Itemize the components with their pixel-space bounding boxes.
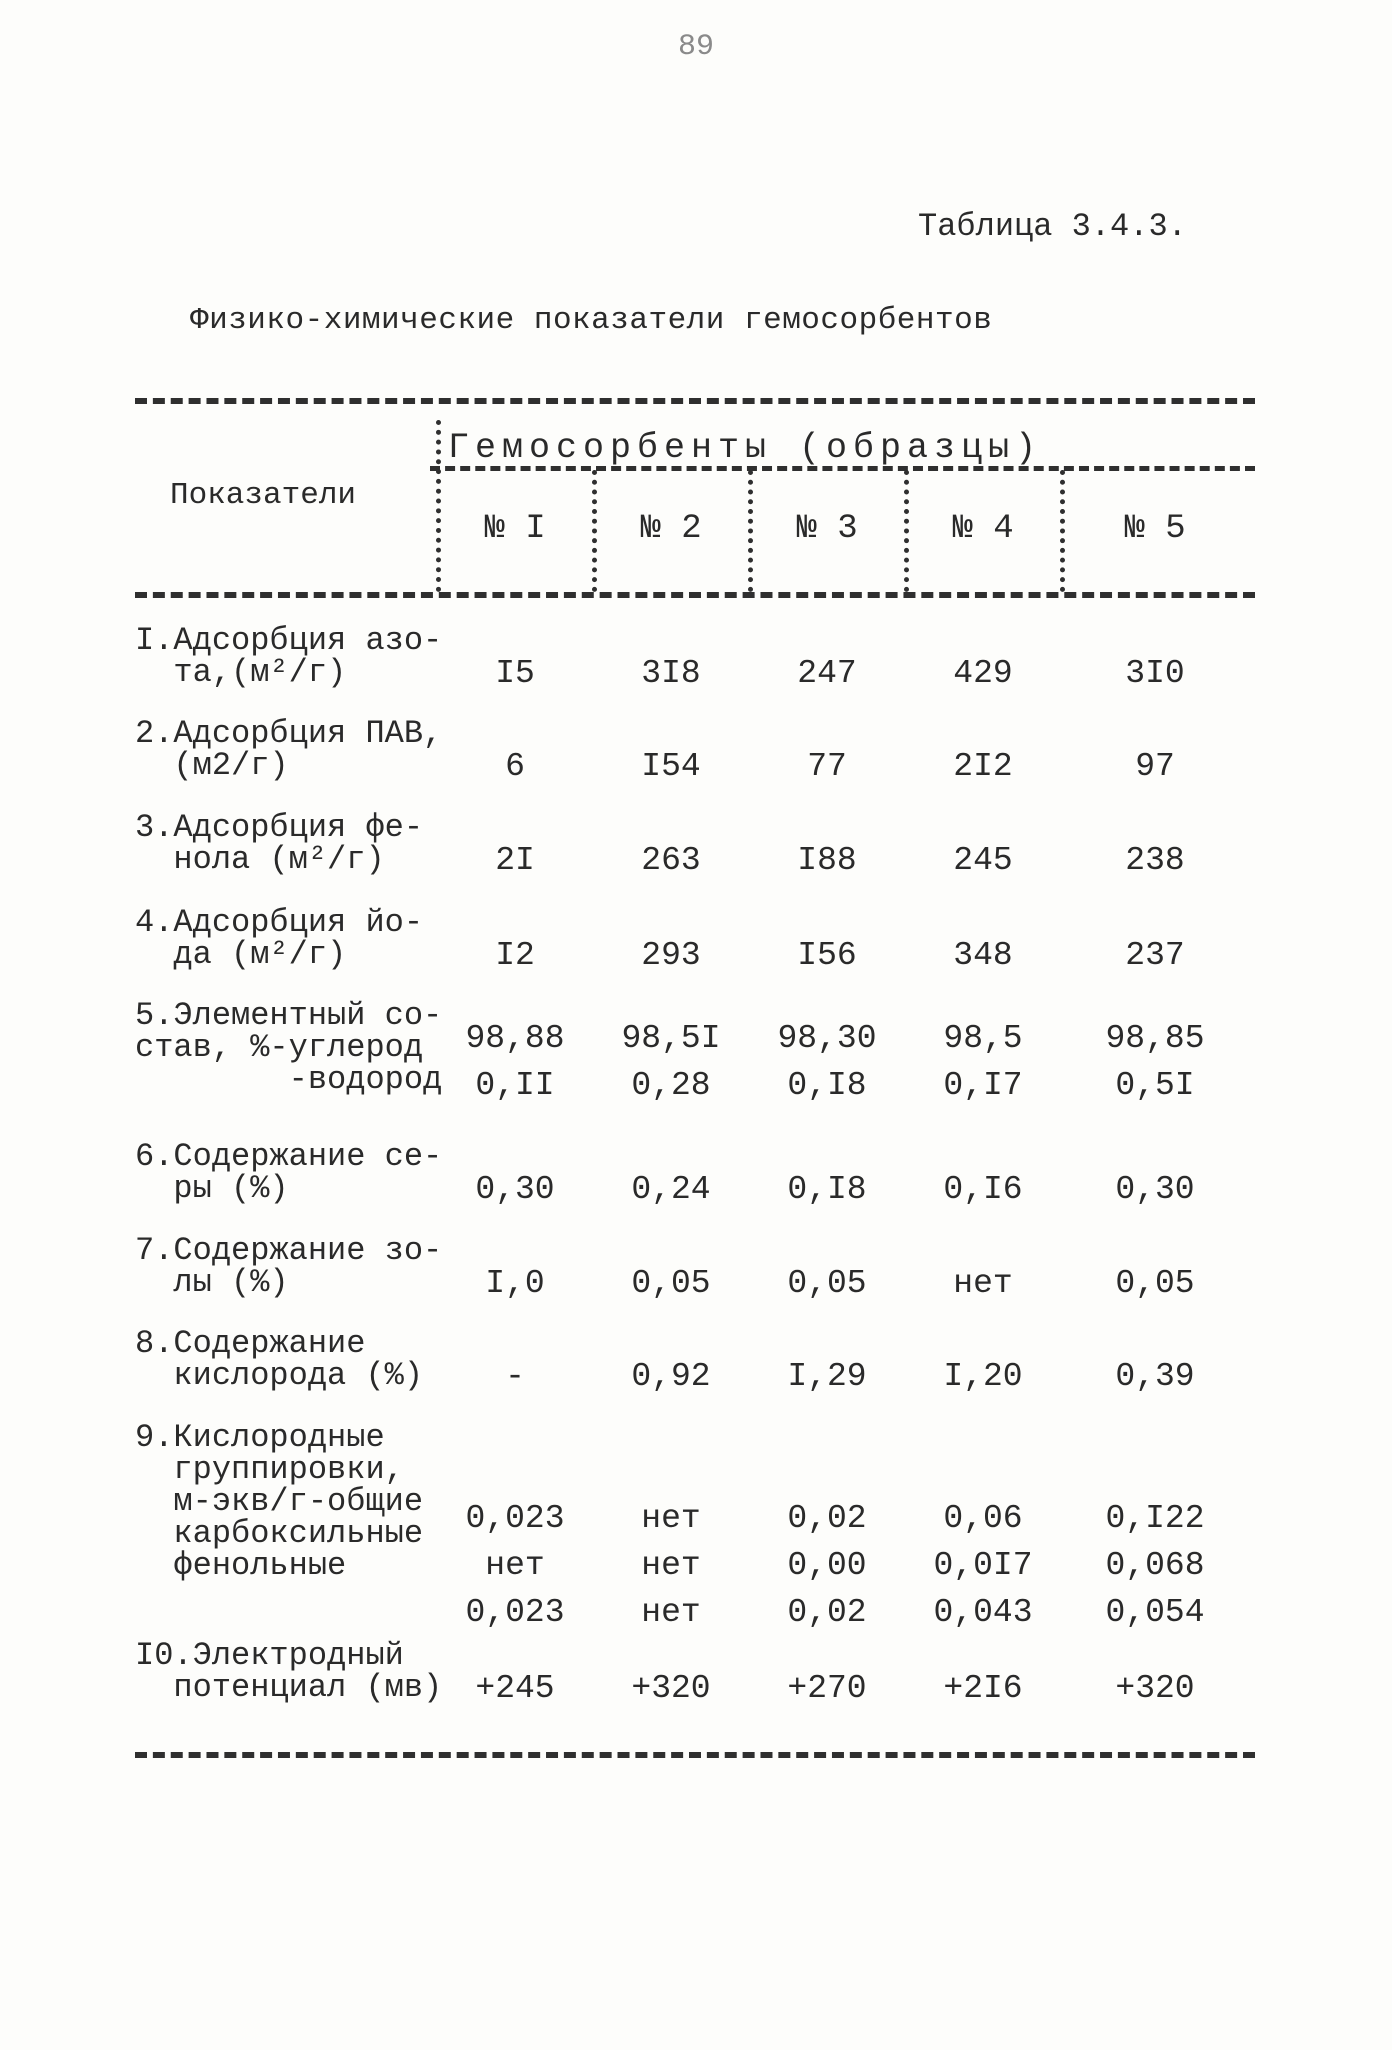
value-cell: I,20	[943, 1358, 1023, 1395]
row-label: 6.Содержание се-	[135, 1138, 443, 1175]
table-id: Таблица 3.4.3.	[918, 208, 1187, 245]
value-cell: 0,023	[465, 1594, 565, 1631]
value-cell: I88	[797, 842, 857, 879]
value-cell: 98,88	[465, 1020, 565, 1057]
value-cell: I56	[797, 937, 857, 974]
value-cell: 0,5I	[1115, 1067, 1195, 1104]
value-cell: нет	[641, 1547, 701, 1584]
value-cell: 2I	[495, 842, 535, 879]
value-cell: 0,I22	[1105, 1500, 1205, 1537]
value-cell: I,0	[485, 1265, 545, 1302]
row-label: -водород	[135, 1061, 443, 1098]
value-cell: нет	[641, 1594, 701, 1631]
value-cell: нет	[953, 1265, 1013, 1302]
value-cell: 245	[953, 842, 1013, 879]
row-label: м-экв/г-общие	[135, 1483, 424, 1520]
table-top-rule	[135, 398, 1255, 404]
value-cell: I,29	[787, 1358, 867, 1395]
value-cell: 3I8	[641, 655, 701, 692]
value-cell: I2	[495, 937, 535, 974]
row-label: 2.Адсорбция ПАВ,	[135, 715, 443, 752]
value-cell: 263	[641, 842, 701, 879]
header-bottom-rule	[135, 592, 1255, 598]
table-caption: Физико-химические показатели гемосорбентов	[190, 303, 993, 338]
value-cell: 0,023	[465, 1500, 565, 1537]
value-cell: 0,043	[933, 1594, 1033, 1631]
value-cell: I5	[495, 655, 535, 692]
value-cell: 429	[953, 655, 1013, 692]
value-cell: +245	[475, 1670, 555, 1707]
value-cell: 2I2	[953, 748, 1013, 785]
sample-header: № 3	[796, 510, 858, 548]
sorbents-group-header: Гемосорбенты (образцы)	[448, 428, 1043, 468]
row-label: 9.Кислородные	[135, 1419, 385, 1456]
row-label: 8.Содержание	[135, 1325, 366, 1362]
value-cell: I54	[641, 748, 701, 785]
value-cell: 0,I7	[943, 1067, 1023, 1104]
value-cell: 0,I8	[787, 1067, 867, 1104]
value-cell: +320	[631, 1670, 711, 1707]
row-label: 3.Адсорбция фе-	[135, 809, 424, 846]
value-cell: 0,05	[787, 1265, 867, 1302]
row-label: группировки,	[135, 1451, 404, 1488]
value-cell: +270	[787, 1670, 867, 1707]
row-label: I0.Электродный	[135, 1637, 404, 1674]
value-cell: 0,02	[787, 1594, 867, 1631]
sample-header: № 5	[1124, 510, 1186, 548]
row-label: да (м²/г)	[135, 936, 347, 973]
value-cell: 0,02	[787, 1500, 867, 1537]
row-label: став, %-углерод	[135, 1029, 424, 1066]
sample-header: № I	[484, 510, 546, 548]
value-cell: 0,068	[1105, 1547, 1205, 1584]
value-cell: 0,05	[631, 1265, 711, 1302]
row-label: ры (%)	[135, 1170, 289, 1207]
value-cell: 3I0	[1125, 655, 1185, 692]
value-cell: 98,30	[777, 1020, 877, 1057]
row-label: фенольные	[135, 1547, 347, 1584]
value-cell: 0,06	[943, 1500, 1023, 1537]
value-cell: 0,I8	[787, 1171, 867, 1208]
row-label: 7.Содержание зо-	[135, 1232, 443, 1269]
row-label: нола (м²/г)	[135, 841, 385, 878]
value-cell: 0,00	[787, 1547, 867, 1584]
sample-header: № 2	[640, 510, 702, 548]
value-cell: 6	[505, 748, 525, 785]
value-cell: нет	[641, 1500, 701, 1537]
row-label: 4.Адсорбция йо-	[135, 904, 424, 941]
value-cell: +2I6	[943, 1670, 1023, 1707]
value-cell: 0,I6	[943, 1171, 1023, 1208]
value-cell: 0,054	[1105, 1594, 1205, 1631]
value-cell: 0,30	[1115, 1171, 1195, 1208]
page-number: 89	[677, 30, 714, 64]
value-cell: 98,5I	[621, 1020, 721, 1057]
value-cell: 238	[1125, 842, 1185, 879]
value-cell: 293	[641, 937, 701, 974]
row-label: карбоксильные	[135, 1515, 424, 1552]
value-cell: 0,24	[631, 1171, 711, 1208]
row-label: I.Адсорбция азо-	[135, 622, 443, 659]
value-cell: 0,92	[631, 1358, 711, 1395]
value-cell: 348	[953, 937, 1013, 974]
value-cell: -	[505, 1358, 525, 1395]
col-divider	[1060, 470, 1065, 592]
col-divider	[436, 420, 441, 592]
value-cell: 0,0I7	[933, 1547, 1033, 1584]
value-cell: 0,28	[631, 1067, 711, 1104]
value-cell: 77	[807, 748, 847, 785]
value-cell: 0,II	[475, 1067, 555, 1104]
value-cell: 98,85	[1105, 1020, 1205, 1057]
value-cell: 0,39	[1115, 1358, 1195, 1395]
value-cell: нет	[485, 1547, 545, 1584]
value-cell: 247	[797, 655, 857, 692]
table-bottom-rule	[135, 1752, 1255, 1758]
value-cell: 0,30	[475, 1171, 555, 1208]
row-label: лы (%)	[135, 1264, 289, 1301]
indicator-header: Показатели	[170, 478, 357, 513]
value-cell: 98,5	[943, 1020, 1023, 1057]
value-cell: 237	[1125, 937, 1185, 974]
sample-header: № 4	[952, 510, 1014, 548]
row-label: 5.Элементный со-	[135, 997, 443, 1034]
row-label: потенциал (мв)	[135, 1669, 443, 1706]
value-cell: 0,05	[1115, 1265, 1195, 1302]
value-cell: +320	[1115, 1670, 1195, 1707]
value-cell: 97	[1135, 748, 1175, 785]
row-label: (м2/г)	[135, 747, 289, 784]
row-label: та,(м²/г)	[135, 654, 347, 691]
row-label: кислорода (%)	[135, 1357, 424, 1394]
